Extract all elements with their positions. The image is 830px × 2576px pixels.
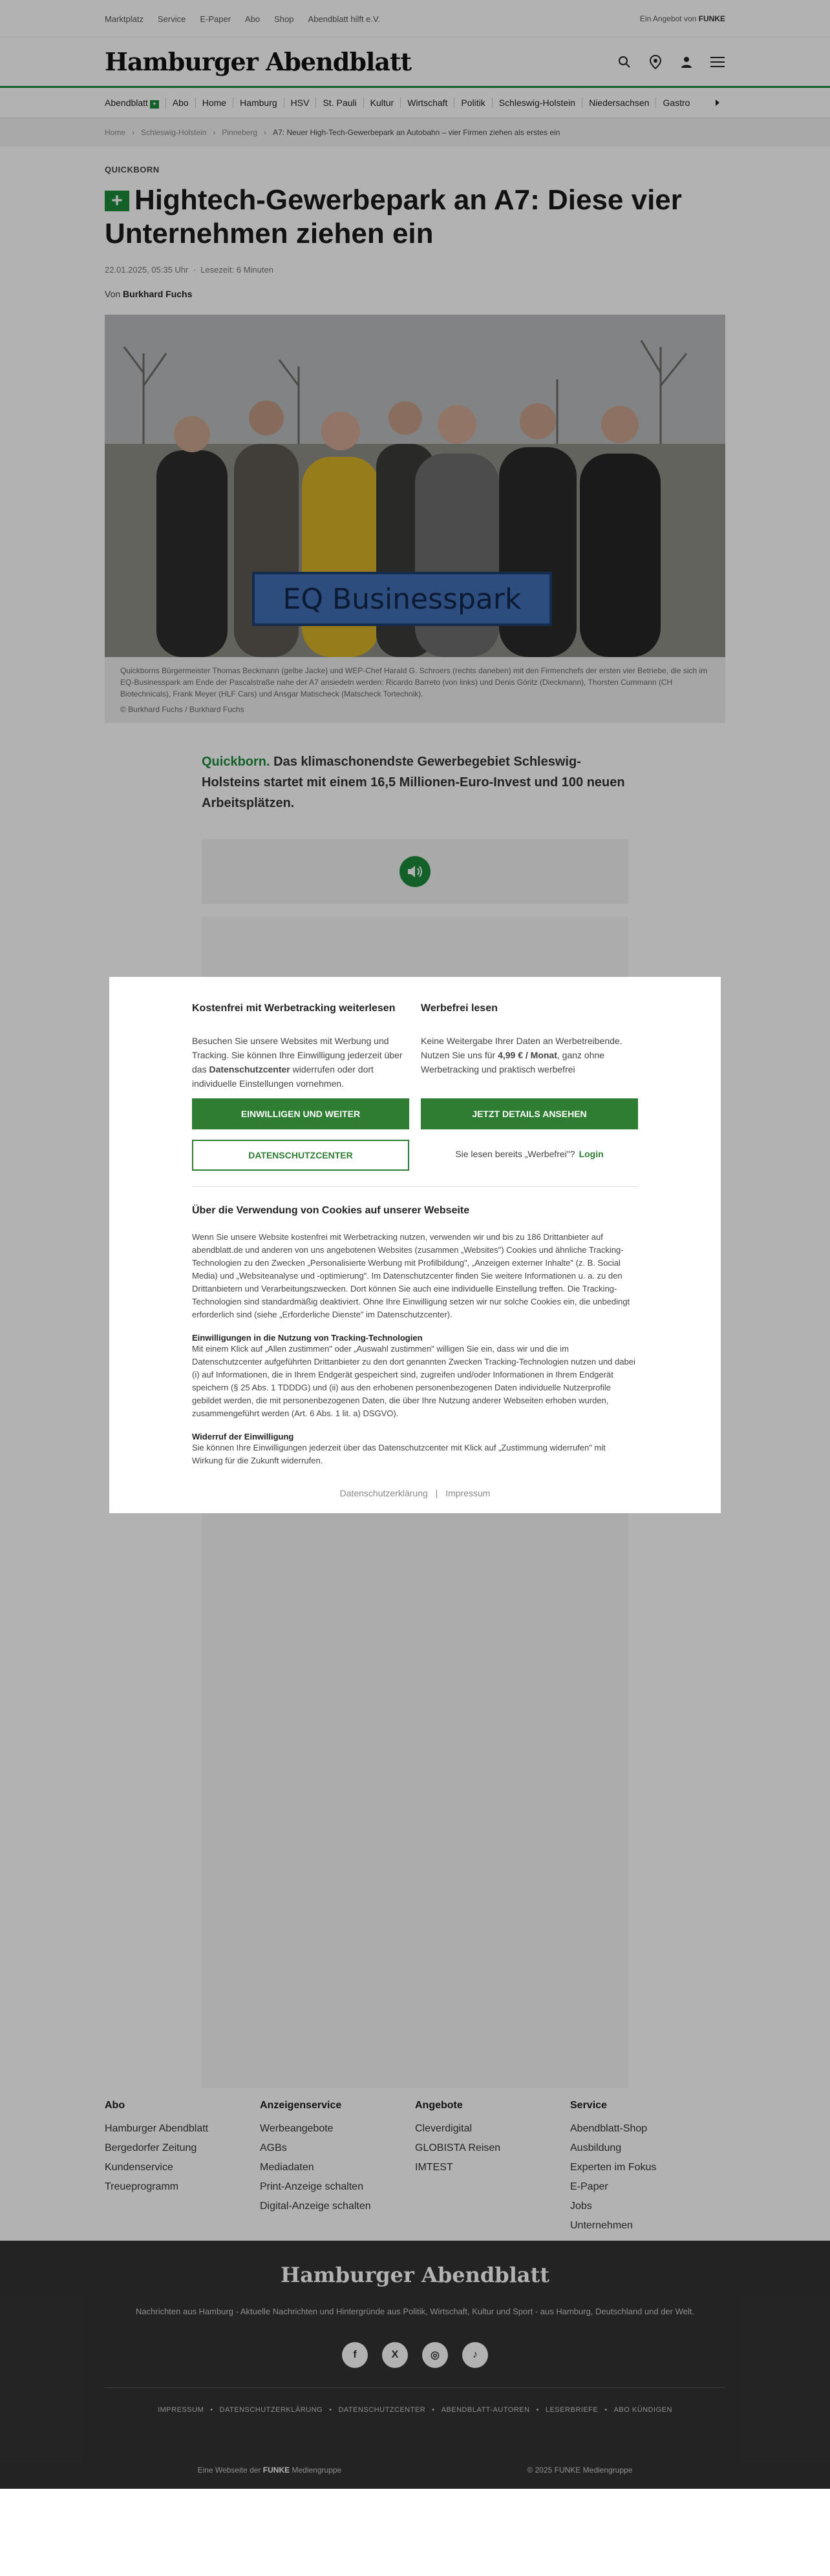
attribution-prefix: Ein Angebot von xyxy=(639,14,697,23)
dot-separator: • xyxy=(536,2406,539,2414)
legal-autoren[interactable]: ABENDBLATT-AUTOREN xyxy=(441,2406,530,2414)
chevron-right-icon: › xyxy=(264,128,267,137)
footer-link[interactable]: Ausbildung xyxy=(570,2142,622,2153)
imprint-link[interactable]: Impressum xyxy=(445,1488,491,1498)
privacy-policy-link[interactable]: Datenschutzerklärung xyxy=(339,1488,428,1498)
footer-link[interactable]: Print-Anzeige schalten xyxy=(260,2181,364,2192)
modal-links xyxy=(192,1488,638,1498)
consent-right-text xyxy=(421,1034,638,1091)
login-link[interactable]: Login xyxy=(579,1149,604,1159)
tiktok-icon[interactable]: ♪ xyxy=(462,2342,488,2368)
footer-link[interactable]: Digital-Anzeige schalten xyxy=(260,2201,371,2212)
instagram-icon[interactable]: ◎ xyxy=(422,2342,448,2368)
nav-st-pauli[interactable]: St. Pauli xyxy=(316,98,363,108)
consent-left-text xyxy=(192,1034,409,1091)
nav-hsv[interactable]: HSV xyxy=(284,98,317,108)
cookie-paragraph-1: Wenn Sie unsere Website kostenfrei mit Werbetracking nutzen, verwenden wir und bis zu 186 Drittanbieter auf abendblatt.de und anderen von uns angebotenen Websites (zusammen „Websites") Cookies und ähnliche Tracking-Technologien zu den Zwecken „Personalisierte Werbung mit Profilbildung", „Anzeigen externer Inhalte" (z. B. Social Media) und „Websiteanalyse und -optimierung". Im Datenschutzcenter finden Sie weitere Informationen u. a. zu den Drittanbietern und Verarbeitungszwecken. Dort können Sie auch eine individuelle Einstellung treffen. Die Tracking-Technologien sind standardmäßig deaktiviert. Ohne Ihre Einwilligung setzen wir nur solche Cookies ein, die unbedingt erforderlich sind (siehe „Erforderliche Dienste" im Datenschutzcenter). xyxy=(192,1232,630,1319)
nav-schleswig-holstein[interactable]: Schleswig-Holstein xyxy=(493,98,582,108)
consent-modal xyxy=(109,977,721,1513)
dot-separator: • xyxy=(329,2406,332,2414)
footer-link[interactable]: Cleverdigital xyxy=(415,2123,473,2134)
consent-right-title: Werbefrei lesen xyxy=(421,1003,498,1014)
nav-politik[interactable]: Politik xyxy=(454,98,492,108)
nav-hamburg[interactable]: Hamburg xyxy=(233,98,284,108)
datenschutzcenter-link[interactable]: Datenschutzcenter xyxy=(209,1064,290,1074)
text-part: , ganz ohne Werbetracking und praktisch werbefrei xyxy=(421,1050,605,1074)
chevron-right-icon: › xyxy=(132,128,135,137)
breadcrumb-pinneberg[interactable]: Pinneberg xyxy=(222,128,258,137)
photo-credit: © Burkhard Fuchs / Burkhard Fuchs xyxy=(120,705,244,714)
price: 4,99 € / Monat xyxy=(498,1050,557,1060)
login-prompt xyxy=(421,1149,638,1159)
footer-link[interactable]: Jobs xyxy=(570,2201,592,2212)
lead-text: Das klimaschonendste Gewerbegebiet Schleswig-Holsteins startet mit einem 16,5 Millionen-Euro-Invest und 100 neuen Arbeitsplätzen. xyxy=(202,755,625,810)
footer-link[interactable]: Mediadaten xyxy=(260,2162,314,2173)
footer-link[interactable]: Abendblatt-Shop xyxy=(570,2123,648,2134)
top-link-marktplatz[interactable]: Marktplatz xyxy=(105,14,144,24)
breadcrumb-home[interactable]: Home xyxy=(105,128,126,137)
footer-link[interactable]: Experten im Fokus xyxy=(570,2162,657,2173)
funke-brand[interactable]: FUNKE xyxy=(698,14,725,23)
nav-home[interactable]: Home xyxy=(196,98,233,108)
modal-divider xyxy=(192,1186,638,1187)
x-twitter-icon[interactable]: X xyxy=(382,2342,408,2368)
footer-link[interactable]: IMTEST xyxy=(415,2162,453,2173)
nav-gastro[interactable]: Gastro xyxy=(663,98,690,108)
owner-prefix: Eine Webseite der xyxy=(197,2466,261,2475)
privacy-center-button[interactable]: DATENSCHUTZCENTER xyxy=(192,1140,409,1171)
owner-suffix: Mediengruppe xyxy=(292,2466,342,2475)
article-date: 22.01.2025, 05:35 Uhr xyxy=(105,265,189,275)
nav-abo[interactable]: Abo xyxy=(166,98,196,108)
cookie-subheading-2: Widerruf der Einwilligung xyxy=(192,1432,294,1441)
legal-leserbriefe[interactable]: LESERBRIEFE xyxy=(545,2406,599,2414)
author-name[interactable]: Burkhard Fuchs xyxy=(123,289,193,299)
chevron-right-icon: › xyxy=(213,128,216,137)
legal-datenschutzcenter[interactable]: DATENSCHUTZCENTER xyxy=(338,2406,426,2414)
consent-left-title: Kostenfrei mit Werbetracking weiterlesen xyxy=(192,1003,396,1014)
plus-badge: + xyxy=(150,100,159,109)
nav-niedersachsen[interactable]: Niedersachsen xyxy=(582,98,656,108)
sign-text: EQ Businesspark xyxy=(282,583,522,616)
nav-label: Abendblatt xyxy=(105,97,148,108)
footer-link[interactable]: E-Paper xyxy=(570,2181,608,2192)
author-prefix: Von xyxy=(105,289,121,299)
caption-text: Quickborns Bürgermeister Thomas Beckmann (gelbe Jacke) und WEP-Chef Harald G. Schroers (rechts daneben) mit den Firmenchefs der ersten vier Betriebe, die sich im EQ-Businesspark am Ende der Pascalstraße nahe der A7 ansiedeln werden: Ricardo Barreto (von links) und Denis Göritz (Dieckmann), Thorsten Cummann (CH Biotechnicals), Frank Meyer (HLF Cars) und Ansgar Matischeck (Matscheck Tortechnik). xyxy=(120,666,708,698)
headline-text: Hightech-Gewerbepark an A7: Diese vier Unternehmen ziehen ein xyxy=(105,184,682,249)
site-logo[interactable]: Hamburger Abendblatt xyxy=(105,47,412,76)
login-question: Sie lesen bereits „Werbefrei"? xyxy=(455,1149,575,1159)
top-link-shop[interactable]: Shop xyxy=(274,14,294,24)
footer-link[interactable]: Hamburger Abendblatt xyxy=(105,2123,209,2134)
owner-brand: FUNKE xyxy=(262,2466,290,2475)
cookie-paragraph-3: Sie können Ihre Einwilligungen jederzeit über das Datenschutzcenter mit Klick auf „Zustimmung widerrufen" mit Wirkung für die Zukunft widerrufen. xyxy=(192,1443,606,1465)
footer-link[interactable]: Kundenservice xyxy=(105,2162,173,2173)
details-button[interactable]: JETZT DETAILS ANSEHEN xyxy=(421,1098,638,1129)
nav-wirtschaft[interactable]: Wirtschaft xyxy=(401,98,454,108)
footer-logo[interactable]: Hamburger Abendblatt xyxy=(280,2263,550,2287)
meta-separator: · xyxy=(191,265,198,275)
link-separator: | xyxy=(435,1488,438,1498)
facebook-icon[interactable]: f xyxy=(342,2342,368,2368)
cookie-title: Über die Verwendung von Cookies auf unserer Webseite xyxy=(192,1205,470,1216)
footer-link[interactable]: Bergedorfer Zeitung xyxy=(105,2142,197,2153)
lead-kicker: Quickborn. xyxy=(202,755,270,769)
article-kicker: QUICKBORN xyxy=(105,165,160,174)
footer-link[interactable]: AGBs xyxy=(260,2142,287,2153)
dot-separator: • xyxy=(432,2406,435,2414)
footer-link[interactable]: Unternehmen xyxy=(570,2220,633,2231)
breadcrumb-current: A7: Neuer High-Tech-Gewerbepark an Autobahn – vier Firmen ziehen als erstes ein xyxy=(273,128,560,137)
accept-button[interactable]: EINWILLIGEN UND WEITER xyxy=(192,1098,409,1129)
footer-col-title: Anzeigenservice xyxy=(260,2100,342,2111)
legal-abo-kuendigen[interactable]: ABO KÜNDIGEN xyxy=(613,2406,672,2414)
consent-option-adfree xyxy=(421,1003,638,1171)
footer-copyright: © 2025 FUNKE Mediengruppe xyxy=(527,2466,633,2475)
footer-col-title: Abo xyxy=(105,2100,125,2111)
plus-icon: + xyxy=(105,191,129,211)
cookie-paragraph-2: Mit einem Klick auf „Allen zustimmen" oder „Auswahl zustimmen" willigen Sie ein, dass wir und die im Datenschutzcenter aufgeführten Drittanbieter zu den dort genannten Zwecken Tracking-Technologien nutzen und dabei (i) auf Informationen, die in Ihrem Endgerät gespeichert sind, zugreifen und/oder Informationen in Ihrem Endgerät speichern (§ 25 Abs. 1 TDDDG) und (ii) aus den erhobenen personenbezogenen Daten individuelle Nutzerprofile gebildet werden, die mit personenbezogenen Daten, die über Ihre Nutzung anderer Webseiten erhoben wurden, zusammengeführt werden (Art. 6 Abs. 1 lit. a) DSGVO). xyxy=(192,1344,635,1418)
breadcrumb-schleswig-holstein[interactable]: Schleswig-Holstein xyxy=(141,128,207,137)
cookie-subheading-1: Einwilligungen in die Nutzung von Tracking-Technologien xyxy=(192,1333,423,1343)
text-part: widerrufen oder dort individuelle Einstellungen vornehmen. xyxy=(192,1064,374,1089)
consent-option-tracking xyxy=(192,1003,409,1171)
footer-col-title: Service xyxy=(570,2100,607,2111)
nav-kultur[interactable]: Kultur xyxy=(364,98,401,108)
legal-impressum[interactable]: IMPRESSUM xyxy=(158,2406,204,2414)
top-link-abendblatt-hilft[interactable]: Abendblatt hilft e.V. xyxy=(308,14,381,24)
text-part: Keine Weitergabe Ihrer Daten an Werbetreibende. Nutzen Sie uns für xyxy=(421,1036,622,1060)
reading-time: Lesezeit: 6 Minuten xyxy=(200,265,273,275)
footer-link[interactable]: Treueprogramm xyxy=(105,2181,179,2192)
footer-link[interactable]: GLOBISTA Reisen xyxy=(415,2142,501,2153)
top-link-service[interactable]: Service xyxy=(157,14,186,24)
dot-separator: • xyxy=(210,2406,213,2414)
legal-datenschutzerklaerung[interactable]: DATENSCHUTZERKLÄRUNG xyxy=(219,2406,323,2414)
footer-link[interactable]: Werbeangebote xyxy=(260,2123,334,2134)
footer-col-title: Angebote xyxy=(415,2100,463,2111)
footer-tagline: Nachrichten aus Hamburg - Aktuelle Nachrichten und Hintergründe aus Politik, Wirtschaft, Kultur und Sport - aus Hamburg, Deutschland und der Welt. xyxy=(136,2307,694,2316)
top-link-abo[interactable]: Abo xyxy=(245,14,261,24)
top-link-epaper[interactable]: E-Paper xyxy=(200,14,231,24)
text-part: Besuchen Sie unsere Websites mit Werbung und Tracking. Sie können Ihre Einwilligung jederzeit über das xyxy=(192,1036,403,1074)
dot-separator: • xyxy=(604,2406,608,2414)
